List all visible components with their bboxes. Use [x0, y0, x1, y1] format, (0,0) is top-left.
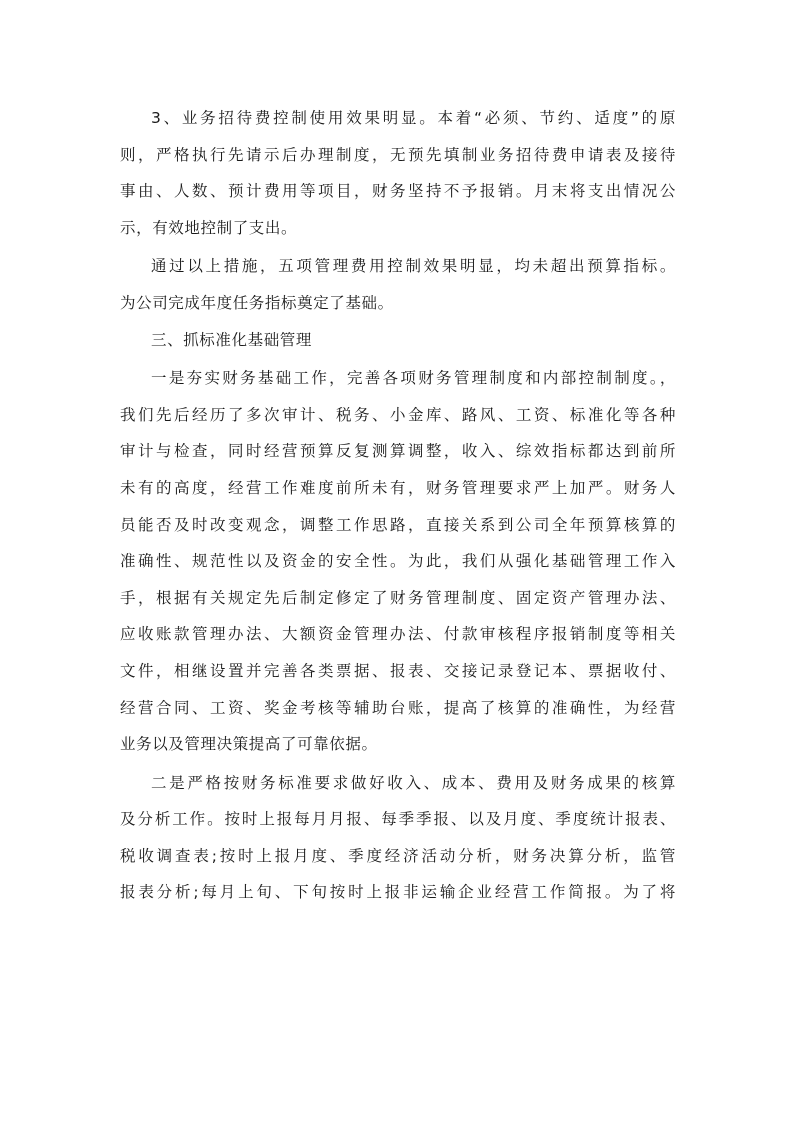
text-line: 通过以上措施，五项管理费用控制效果明显，均未超出预算指标。	[151, 257, 676, 276]
text-line: 及分析工作。按时上报每月月报、每季季报、以及月度、季度统计报表、	[120, 810, 676, 829]
document-body	[120, 100, 676, 911]
text-line: 我们先后经历了多次审计、税务、小金库、路风、工资、标准化等各种	[120, 405, 676, 424]
text-line: 手，根据有关规定先后制定修定了财务管理制度、固定资产管理办法、	[120, 588, 676, 607]
text-line: 审计与检查，同时经营预算反复测算调整，收入、综效指标都达到前所	[120, 442, 676, 461]
text-line: 二是严格按财务标准要求做好收入、成本、费用及财务成果的核算	[151, 773, 676, 792]
text-line: 文件，相继设置并完善各类票据、报表、交接记录登记本、票据收付、	[120, 661, 676, 680]
text-line: 应收账款管理办法、大额资金管理办法、付款审核程序报销制度等相关	[120, 625, 676, 644]
text-line: 未有的高度，经营工作难度前所未有，财务管理要求严上加严。财务人	[120, 478, 676, 497]
text-line: 3、业务招待费控制使用效果明显。本着“必须、节约、适度”的原	[151, 109, 676, 127]
text-line: 事由、人数、预计费用等项目，财务坚持不予报销。月末将支出情况公	[120, 182, 676, 201]
text-line: 经营合同、工资、奖金考核等辅助台账，提高了核算的准确性，为经营	[120, 698, 676, 717]
text-line: 报表分析;每月上旬、下旬按时上报非运输企业经营工作简报。为了将	[120, 883, 676, 902]
text-line: 税收调查表;按时上报月度、季度经济活动分析，财务决算分析，监管	[120, 846, 676, 865]
text-line: 业务以及管理决策提高了可靠依据。	[120, 735, 378, 754]
text-line: 则，严格执行先请示后办理制度，无预先填制业务招待费申请表及接待	[120, 145, 676, 164]
text-line: 一是夯实财务基础工作，完善各项财务管理制度和内部控制制度。，	[151, 369, 676, 388]
text-line: 准确性、规范性以及资金的安全性。为此，我们从强化基础管理工作入	[120, 552, 676, 571]
text-line: 员能否及时改变观念，调整工作思路，直接关系到公司全年预算核算的	[120, 515, 676, 534]
text-line: 示，有效地控制了支出。	[120, 218, 298, 237]
text-line: 三、抓标准化基础管理	[151, 330, 313, 349]
text-line: 为公司完成年度任务指标奠定了基础。	[120, 293, 394, 312]
